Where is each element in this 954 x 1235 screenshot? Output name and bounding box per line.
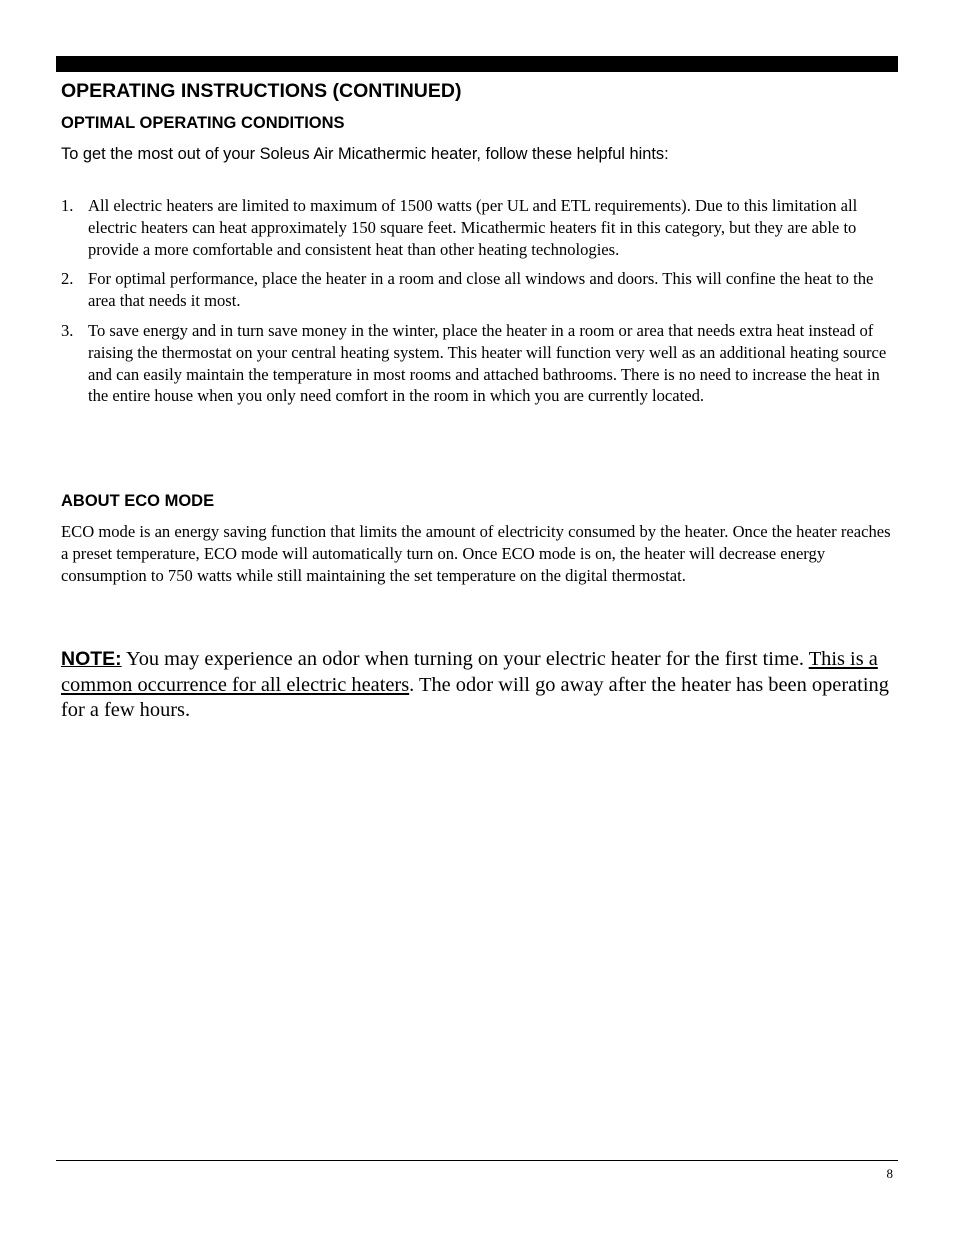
- note-text-continued: . The odor will go away after the heater has been operating for a few hours.: [61, 673, 889, 721]
- eco-mode-heading: ABOUT ECO MODE: [61, 492, 215, 510]
- footer-rule: [56, 1160, 898, 1161]
- list-item: [61, 268, 897, 312]
- note-text: You may experience an odor when turning on your electric heater for the first time.: [121, 648, 809, 670]
- eco-mode-text: ECO mode is an energy saving function that limits the amount of electricity consumed by the heater. Once the heater reaches a preset temperature, ECO mode will automatically turn on. Once ECO mode is on, the heater will decrease energy consumption to 750 watts while still maintaining the set temperature on the digital thermostat.: [61, 522, 891, 585]
- note-underlined-text: This is a common occurrence for all electric heaters: [61, 648, 878, 696]
- list-item-text: To save energy and in turn save money in the winter, place the heater in a room or area that needs extra heat instead of raising the thermostat on your central heating system. This heater will function very well as an additional heating source and can easily maintain the temperature in most rooms and attached bathrooms. There is no need to increase the heat in the entire house when you only need comfort in the room in which you are currently located.: [88, 320, 887, 406]
- note-label: NOTE:: [61, 648, 122, 670]
- section-title: OPERATING INSTRUCTIONS (CONTINUED): [61, 80, 462, 102]
- page-number: 8: [886, 1166, 893, 1181]
- list-item-number: 2.: [61, 269, 74, 289]
- list-item: [61, 320, 897, 407]
- list-item-number: 3.: [61, 320, 74, 340]
- intro-text: To get the most out of your Soleus Air Micathermic heater, follow these helpful hints:: [61, 145, 669, 163]
- header-bar: [56, 56, 898, 72]
- list-item-number: 1.: [61, 196, 74, 215]
- note-paragraph: [61, 647, 901, 724]
- hints-list: [61, 195, 897, 415]
- list-item-text: For optimal performance, place the heater in a room and close all windows and doors. This will confine the heat to the area that needs it most.: [88, 269, 874, 311]
- optimal-conditions-heading: OPTIMAL OPERATING CONDITIONS: [61, 114, 345, 132]
- list-item: [61, 195, 897, 260]
- list-item-text: All electric heaters are limited to maximum of 1500 watts (per UL and ETL requirements). Due to this limitation all electric heaters can heat approximately 150 square feet. Micathermic heaters fit in this category, but they are able to provide a more comfortable and consistent heat than other heating technologies.: [88, 196, 858, 259]
